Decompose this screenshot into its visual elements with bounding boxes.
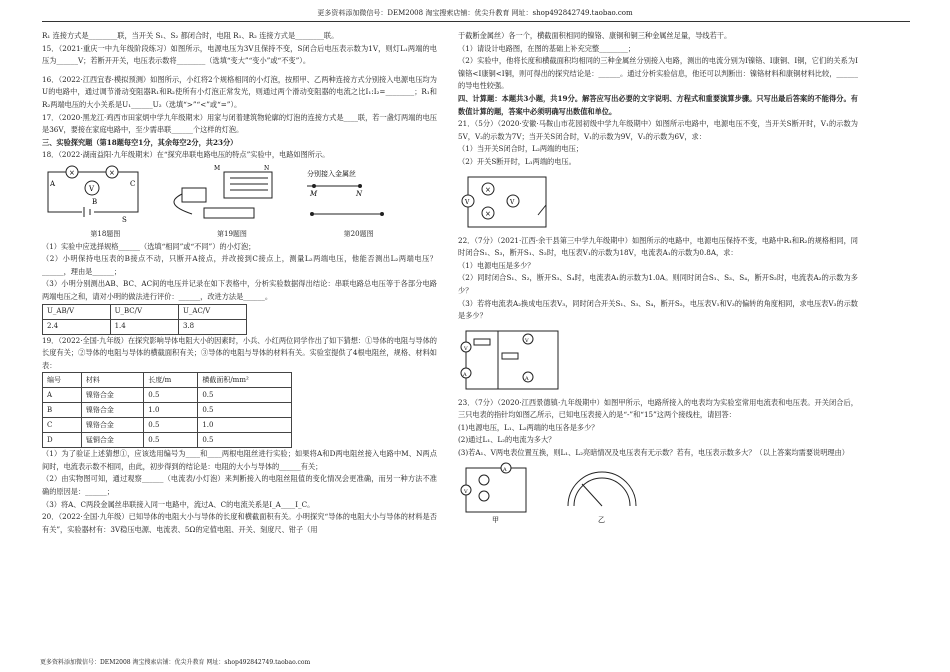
table-row: [43, 319, 247, 334]
table-row: [43, 373, 292, 388]
table-cell: A: [43, 388, 82, 403]
caption-fig20: 第20题图: [343, 229, 374, 238]
table-cell: B: [43, 403, 82, 418]
voltmeter-v: V: [464, 488, 468, 495]
section-3-title: 三、实验探究题（第18题每空1分，其余每空2分，共23分）: [42, 137, 238, 147]
voltmeter-v1: V: [465, 198, 470, 206]
fig22-circuit: [458, 325, 568, 395]
table-cell: 2.4: [43, 319, 111, 334]
question-23: 23．（7分）（2020·江西景德镇·九年级期中）如图甲所示，电路所接入的电表均为实验室常用电流表和电压表。开关闭合后，三只电表的指针均如图乙所示，已知电压表接入的是“-”和“15”这两个接线柱，请回答：: [458, 397, 858, 420]
question-21: 21．（5分）（2020·安徽·马鞍山市花园初级中学九年级期中）如图所示电路中，电源电压不变，当开关S断开时，V₁的示数为5V，V₂的示数为7V；当开关S闭合时，V₁的示数为9V，V₂的示数为6V，求：: [458, 119, 858, 141]
question-20: 20．（2022·全国·九年级）已知导体的电阻大小与导体的长度和横截面积有关。小明探究“导体的电阻大小与导体的材料是否有关”，实验器材有：3V稳压电源、电流表、5Ω的定值电阻、开关、刻度尺、钳子（用: [42, 512, 437, 534]
table-row: [43, 388, 292, 403]
table-cell: 0.5: [198, 403, 292, 418]
fig21-circuit: [458, 171, 558, 233]
q19-part2: （2）由实物图可知，通过观察______（电流表/小灯泡）来判断接入的电阻丝阻值的变化情况会更准确，而另一种方法不准确的原因是：______；: [42, 474, 437, 497]
question-16: 16．（2022·江西宜春·模拟预测）如图所示，小红将2个规格相同的小灯泡，按照甲、乙两种连接方式分别接入电源电压均为U的电路中，通过调节滑动变阻器R₁和R₂使所有小灯泡正常发光，则通过两个滑动变阻器的电流之比I₁:I₂=________；R₁和R₂两端电压的大小关系是U₁______U₂（选填“>”“<”或“=”）。: [42, 74, 437, 109]
q19-part3: （3）将A、C两段金属丝串联接入同一电路中，流过A、C的电流关系是I_A____I_C。: [42, 499, 315, 509]
question-18: 18．（2022·湖南益阳·九年级期末）在“探究串联电路电压的特点”实验中，电路如图所示。: [42, 150, 330, 160]
table-cell: 0.5: [144, 418, 198, 433]
lamp-l2-symbol: ×: [485, 209, 491, 218]
label-c: C: [130, 179, 136, 188]
page-header: 更多资料添加微信号：DEM2008 淘宝搜索店铺：优尖升教育 网址：shop492842749.taobao.com: [317, 9, 633, 17]
table-row: [43, 433, 292, 448]
table-cell: D: [43, 433, 82, 448]
fig19-apparatus: [174, 172, 272, 218]
q22-part1: （1）电源电压是多少？: [458, 260, 535, 270]
fig19-m: M: [214, 164, 221, 172]
left-column: [42, 30, 437, 536]
q21-part1: （1）当开关S闭合时，L₂两端的电压；: [458, 144, 583, 154]
q23-part3: (3)若A₁、V两电表位置互换，则L₁、L₂亮暗情况及电压表有无示数？若有，电压表示数多大？（以上答案均需要说明理由）: [458, 448, 849, 458]
q18-part3: （3）小明分别测出AB、BC、AC间的电压并记录在如下表格中，分析实验数据得出结论：串联电路总电压等于各部分电路两端电压之和，请对小明的做法进行评价：______，改进方法是______。: [42, 279, 437, 301]
table-header: U_AC/V: [178, 304, 246, 319]
question-15: 15．（2021·重庆一中九年级阶段练习）如图所示，电源电压为3V且保持不变，S闭合后电压表示数为1V，则灯L₁两端的电压为______V；若断开开关，电压表示数将________（选填“变大”“变小”或“不变”）。: [42, 43, 437, 66]
table-cell: 1.0: [198, 418, 292, 433]
q22-part3: （3）若将电流表A₂换成电压表V₃，同时闭合开关S₁、S₃、S₄，断开S₂，电压表V₁和V₃的偏转的角度相同，求电压表V₃的示数是多少？: [458, 298, 858, 321]
q20-continued: 于截断金属丝）各一个，横截面积相同的镍铬、康铜和铜三种金属丝足量，导线若干。: [458, 31, 732, 40]
table-row: [43, 304, 247, 319]
table-cell: 0.5: [198, 388, 292, 403]
section-4-title: 四、计算题：本题共3小题，共19分。解答应写出必要的文字说明、方程式和重要演算步骤。只写出最后答案的不能得分。有数值计算的题，答案中必须明确写出数值和单位。: [458, 93, 858, 116]
page-footer: 更多资料添加微信号：DEM2008 淘宝搜索店铺：优尖升教育 网址：shop492842749.taobao.com: [40, 659, 311, 666]
q14-tail: R₁ 连接方式是________联，当开关 S₁、S₂ 都闭合时，电阻 R₁、R₂ 连接方式是________联。: [42, 31, 339, 40]
table-header: U_BC/V: [110, 304, 178, 319]
voltmeter-v: V: [89, 184, 95, 193]
lamp-l1-symbol: ×: [485, 185, 491, 194]
ammeter-a2: A: [525, 375, 529, 382]
fig20-m: M: [310, 189, 318, 198]
q19-part1: （1）为了验证上述猜想①，应该选用编号为____和____两根电阻丝进行实验；如果将A和D两电阻丝接入电路中M、N两点间时，电流表示数不相同，由此，初步得到的结论是：电阻的大小与导体的______有关；: [42, 449, 437, 471]
q23-part2: (2)通过L₁、L₂的电流为多大？: [458, 435, 556, 445]
table-cell: 镍铬合金: [81, 403, 143, 418]
fig23-circuit-and-meter: [458, 462, 658, 524]
caption-yi: 乙: [598, 515, 605, 524]
question-19: 19．（2022·全国·九年级）在探究影响导体电阻大小的因素时，小兵、小红两位同学作出了如下猜想：①导体的电阻与导体的长度有关；②导体的电阻与导体的横截面积有关；③导体的电阻与导体的材料有关。实验室提供了4根电阻丝，规格、材料如表：: [42, 335, 437, 370]
lamp-l2-symbol: ×: [109, 168, 115, 177]
table-header: U_AB/V: [43, 304, 111, 319]
table-row: [43, 403, 292, 418]
table-cell: 1.4: [110, 319, 178, 334]
label-b: B: [92, 197, 98, 206]
figures-18-19-20: [42, 164, 432, 226]
table-cell: 0.5: [198, 433, 292, 448]
ammeter-a: A: [503, 466, 507, 473]
caption-jia: 甲: [492, 515, 499, 524]
q18-part1: （1）实验中应选择规格______（选填“相同”或“不同”）的小灯泡；: [42, 241, 256, 251]
q20-part2: （2）实验中，他将长度和横截面积均相同的三种金属丝分别接入电路，测出的电流分别为I镍铬、I康铜、I铜，它们的关系为I镍铬<I康铜<I铜，则可得出的探究结论是：______。通过分析实验信息，他还可以判断出：镍铬材料和康铜材料比较，______的导电性较强。: [458, 56, 858, 91]
table-cell: 镍铬合金: [81, 388, 143, 403]
q22-part2: （2）同时闭合S₁、S₂，断开S₃、S₄时，电流表A₁的示数为1.0A。则同时闭合S₁、S₃、S₄，断开S₂时，电流表A₂的示数为多少？: [458, 273, 858, 295]
voltmeter-v2: V: [510, 198, 515, 206]
q20-part1: （1）请设计电路图，在图的基础上补充完整________；: [458, 43, 636, 53]
question-22: 22．（7分）（2021·江西·余干县第三中学九年级期中）如图所示的电路中，电源电压保持不变，电路中R₁和R₂的规格相同，同时闭合S₁、S₃，断开S₁、S₂时，电压表V₁的示数为18V，电流表A₁的示数为0.8A，求：: [458, 235, 858, 258]
table-cell: 1.0: [144, 403, 198, 418]
fig20-label: 分别接入金属丝: [307, 169, 356, 178]
table-header: 长度/m: [144, 373, 198, 388]
q18-part2: （2）小明保持电压表的B接点不动，只断开A接点，并改接到C接点上，测量L₂两端电压，他能否测出L₂两端电压？______，理由是______；: [42, 254, 437, 276]
fig19-n: N: [264, 164, 270, 172]
table-row: [43, 418, 292, 433]
table-cell: 0.5: [144, 388, 198, 403]
voltmeter-v1: V: [464, 345, 468, 352]
right-column: [458, 30, 858, 526]
table-cell: 3.8: [178, 319, 246, 334]
table-header: 横截面积/mm²: [198, 373, 292, 388]
table-19: [42, 372, 292, 448]
table-cell: 镍铬合金: [81, 418, 143, 433]
fig20-wire: [307, 184, 384, 215]
table-header: 编号: [43, 373, 82, 388]
caption-fig18: 第18题图: [90, 229, 121, 238]
caption-fig19: 第19题图: [217, 229, 247, 238]
voltmeter-v2: V: [525, 337, 529, 344]
label-s: S: [122, 215, 127, 224]
table-cell: 0.5: [144, 433, 198, 448]
lamp-l1-symbol: ×: [69, 168, 75, 177]
table-cell: C: [43, 418, 82, 433]
header-rule: [42, 21, 910, 22]
table-18: [42, 304, 247, 335]
ammeter-a1: A: [463, 371, 467, 378]
fig20-n: N: [356, 189, 363, 198]
label-a: A: [50, 179, 56, 188]
table-header: 材料: [81, 373, 143, 388]
q23-part1: (1)电源电压，L₁、L₂两端的电压各是多少？: [458, 422, 599, 432]
q21-part2: （2）开关S断开时，L₁两端的电压。: [458, 156, 576, 166]
figure-captions: [42, 228, 422, 241]
table-cell: 锰铜合金: [81, 433, 143, 448]
question-17: 17．（2020·黑龙江·鸡西市田家炳中学九年级期末）用家与闭着建筑物轮廓的灯泡的连接方式是____联，若一盏灯两端的电压是36V，要接在家庭电路中，至少需串联______个这样的灯泡。: [42, 112, 437, 135]
